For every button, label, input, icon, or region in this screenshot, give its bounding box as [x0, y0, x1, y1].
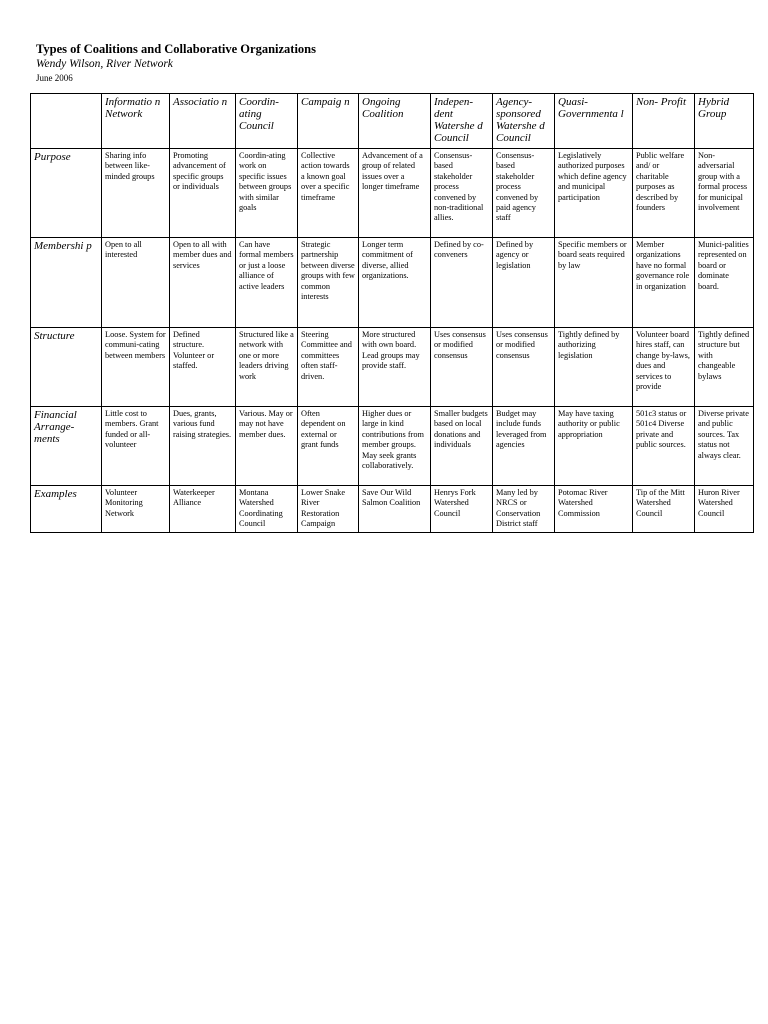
table-row — [31, 328, 754, 407]
column-header: Ongoing Coalition — [359, 94, 431, 149]
table-cell: Uses consensus or modified consensus — [431, 328, 493, 407]
table-cell: Defined by co-conveners — [431, 238, 493, 328]
table-cell: Waterkeeper Alliance — [170, 486, 236, 533]
column-header: Quasi- Governmenta l — [555, 94, 633, 149]
row-header: Structure — [31, 328, 102, 407]
table-cell: Promoting advancement of specific groups or individuals — [170, 149, 236, 238]
table-row — [31, 238, 754, 328]
column-header: Coordin- ating Council — [236, 94, 298, 149]
column-header: Indepen- dent Watershe d Council — [431, 94, 493, 149]
column-header: Informatio n Network — [102, 94, 170, 149]
table-cell: Many led by NRCS or Conservation District staff — [493, 486, 555, 533]
table-cell: Smaller budgets based on local donations and individuals — [431, 407, 493, 486]
table-cell: Advancement of a group of related issues over a longer timeframe — [359, 149, 431, 238]
table-cell: Various. May or may not have member dues. — [236, 407, 298, 486]
table-row — [31, 486, 754, 533]
table-cell: Consensus-based stakeholder process convened by paid agency staff — [493, 149, 555, 238]
table-cell: Public welfare and/ or charitable purposes as described by founders — [633, 149, 695, 238]
table-cell: Non-adversarial group with a formal process for municipal involvement — [695, 149, 754, 238]
column-header: Hybrid Group — [695, 94, 754, 149]
table-row — [31, 149, 754, 238]
column-header: Campaig n — [298, 94, 359, 149]
table-cell: Collective action towards a known goal over a specific timeframe — [298, 149, 359, 238]
table-cell: Huron River Watershed Council — [695, 486, 754, 533]
table-cell: Tightly defined by authorizing legislation — [555, 328, 633, 407]
table-cell: Coordin-ating work on specific issues between groups with similar goals — [236, 149, 298, 238]
table-cell: Potomac River Watershed Commission — [555, 486, 633, 533]
table-cell: 501c3 status or 501c4 Diverse private and public sources. — [633, 407, 695, 486]
row-header: Examples — [31, 486, 102, 533]
table-cell: Higher dues or large in kind contributions from member groups. May seek grants collaboratively. — [359, 407, 431, 486]
table-cell: Uses consensus or modified consensus — [493, 328, 555, 407]
table-cell: Structured like a network with one or more leaders driving work — [236, 328, 298, 407]
table-cell: Open to all with member dues and services — [170, 238, 236, 328]
table-cell: Munici-palities represented on board or dominate board. — [695, 238, 754, 328]
table-cell: Lower Snake River Restoration Campaign — [298, 486, 359, 533]
table-cell: May have taxing authority or public appropriation — [555, 407, 633, 486]
table-cell: Sharing info between like-minded groups — [102, 149, 170, 238]
table-header-row — [31, 94, 754, 149]
table-cell: Defined by agency or legislation — [493, 238, 555, 328]
table-cell: Diverse private and public sources. Tax status not always clear. — [695, 407, 754, 486]
table-cell: Montana Watershed Coordinating Council — [236, 486, 298, 533]
table-cell: Longer term commitment of diverse, allied organizations. — [359, 238, 431, 328]
table-cell: Tightly defined structure but with changeable bylaws — [695, 328, 754, 407]
corner-cell — [31, 94, 102, 149]
column-header: Agency- sponsored Watershe d Council — [493, 94, 555, 149]
table-cell: Dues, grants, various fund raising strategies. — [170, 407, 236, 486]
table-cell: Save Our Wild Salmon Coalition — [359, 486, 431, 533]
table-cell: Member organizations have no formal governance role in organization — [633, 238, 695, 328]
table-cell: Specific members or board seats required by law — [555, 238, 633, 328]
coalition-types-table — [30, 93, 754, 533]
table-cell: Steering Committee and committees often staff-driven. — [298, 328, 359, 407]
document-author: Wendy Wilson, River Network — [36, 58, 173, 70]
column-header: Associatio n — [170, 94, 236, 149]
table-cell: Tip of the Mitt Watershed Council — [633, 486, 695, 533]
table-cell: Consensus-based stakeholder process convened by non-traditional allies. — [431, 149, 493, 238]
row-header: Financial Arrange-ments — [31, 407, 102, 486]
column-header: Non- Profit — [633, 94, 695, 149]
table-cell: Loose. System for communi-cating between members — [102, 328, 170, 407]
table-cell: Volunteer Monitoring Network — [102, 486, 170, 533]
document-date: June 2006 — [36, 73, 73, 83]
row-header: Membershi p — [31, 238, 102, 328]
table-cell: Defined structure. Volunteer or staffed. — [170, 328, 236, 407]
document-header — [36, 42, 316, 84]
table-cell: Open to all interested — [102, 238, 170, 328]
table-row — [31, 407, 754, 486]
table-cell: Henrys Fork Watershed Council — [431, 486, 493, 533]
document-title: Types of Coalitions and Collaborative Organizations — [36, 42, 316, 56]
table-cell: Budget may include funds leveraged from agencies — [493, 407, 555, 486]
table-cell: Little cost to members. Grant funded or all-volunteer — [102, 407, 170, 486]
table-cell: Strategic partnership between diverse groups with few common interests — [298, 238, 359, 328]
table-cell: Often dependent on external or grant funds — [298, 407, 359, 486]
table-cell: Can have formal members or just a loose alliance of active leaders — [236, 238, 298, 328]
table-cell: More structured with own board. Lead groups may provide staff. — [359, 328, 431, 407]
table-cell: Legislatively authorized purposes which define agency and municipal participation — [555, 149, 633, 238]
table-cell: Volunteer board hires staff, can change by-laws, dues and services to provide — [633, 328, 695, 407]
row-header: Purpose — [31, 149, 102, 238]
